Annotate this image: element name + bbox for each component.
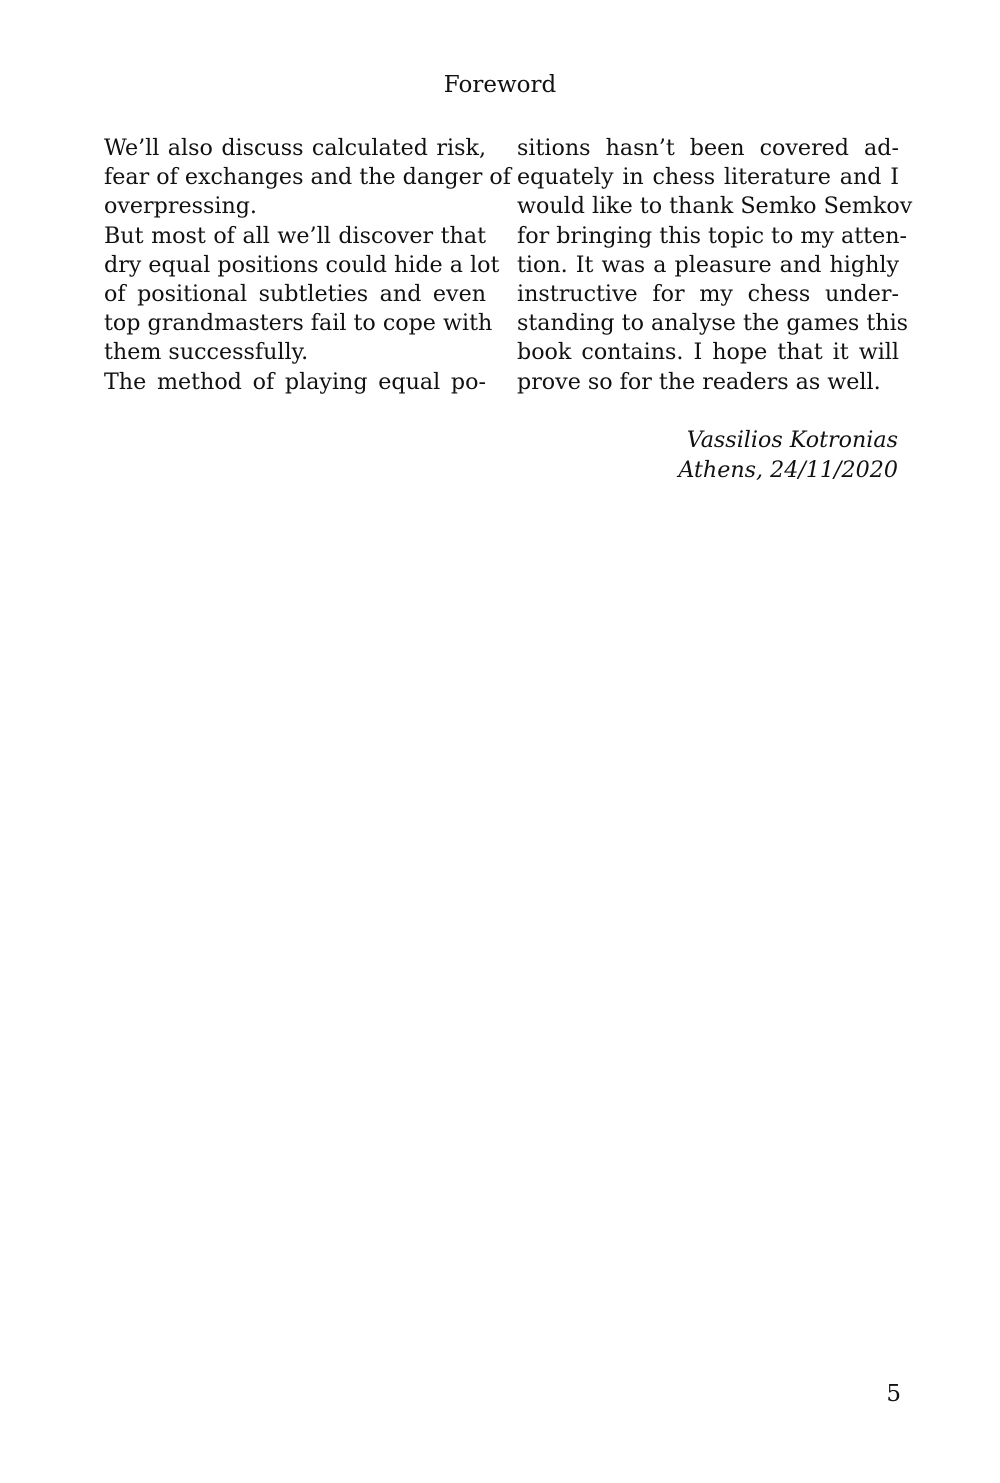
signature-place-date: Athens, 24/11/2020 <box>678 457 898 483</box>
running-header: Foreword <box>443 72 557 98</box>
text-line: them successfully. <box>104 339 309 366</box>
signature-block <box>517 425 898 485</box>
text-line: overpressing. <box>104 193 257 220</box>
body-column-right <box>517 134 913 397</box>
text-line: top grandmasters fail to cope with <box>104 310 493 337</box>
text-line: The method of playing equal po- <box>104 368 486 395</box>
text-line: of positional subtleties and even <box>104 281 486 308</box>
text-line: fear of exchanges and the danger of <box>104 164 511 191</box>
text-line: standing to analyse the games this <box>517 310 909 337</box>
page-number: 5 <box>886 1381 901 1407</box>
text-line: prove so for the readers as well. <box>517 368 881 395</box>
text-line: We’ll also discuss calculated risk, <box>104 135 486 161</box>
text-line: instructive for my chess under- <box>517 281 899 308</box>
body-column-left <box>104 134 511 397</box>
text-line: for bringing this topic to my atten- <box>517 222 907 249</box>
text-line: equately in chess literature and I <box>517 164 899 191</box>
text-line: book contains. I hope that it will <box>517 339 899 366</box>
text-line: dry equal positions could hide a lot <box>104 251 500 278</box>
text-line: would like to thank Semko Semkov <box>517 193 913 220</box>
signature-author: Vassilios Kotronias <box>686 427 898 453</box>
text-line: tion. It was a pleasure and highly <box>517 251 899 278</box>
text-line: But most of all we’ll discover that <box>104 222 486 249</box>
text-line: sitions hasn’t been covered ad- <box>517 135 899 161</box>
